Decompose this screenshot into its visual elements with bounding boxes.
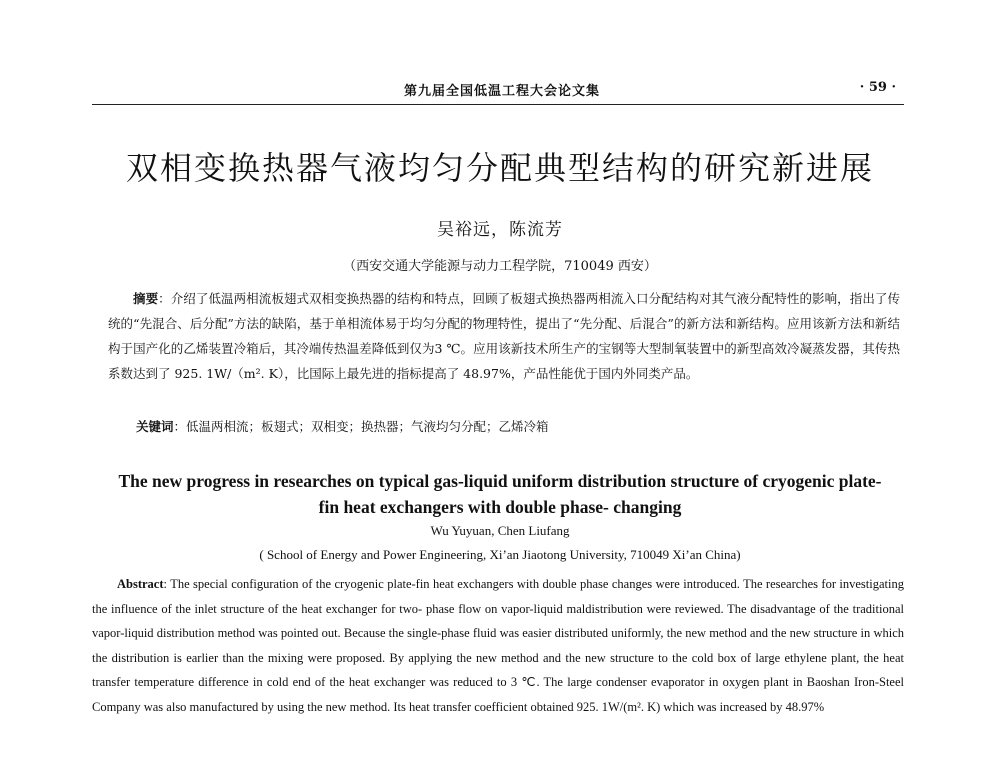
abstract-label-cn: 摘要 bbox=[133, 291, 159, 306]
page-number: · 59 · bbox=[859, 80, 896, 95]
affiliation-cn: （西安交通大学能源与动力工程学院，710049 西安） bbox=[343, 259, 657, 274]
affiliation-en: ( School of Energy and Power Engineering, Xi’an Jiaotong University, 710049 Xi’an China) bbox=[259, 547, 741, 562]
journal-title: 第九届全国低温工程大会论文集 bbox=[403, 84, 600, 99]
abstract-cn bbox=[108, 286, 900, 386]
authors-cn: 吴裕远，陈流芳 bbox=[437, 220, 563, 240]
keywords-text-cn: ：低温两相流；板翅式；双相变；换热器；气液均匀分配；乙烯冷箱 bbox=[173, 419, 549, 434]
keywords-label-cn: 关键词 bbox=[136, 419, 174, 434]
keywords-cn bbox=[136, 414, 896, 439]
paper-title-en: The new progress in researches on typical gas-liquid uniform distribution structure of cryogenic plate-fin heat exchangers with double phase- changing bbox=[118, 471, 882, 517]
abstract-text-en: : The special configuration of the cryogenic plate-fin heat exchangers with double phase changes were introduced. The researches for investigating the influence of the inlet structure of the heat exchanger for two- phase flow on vapor-liquid maldistribution were reviewed. The disadvantage of the traditional vapor-liquid distribution method was pointed out. Because the single-phase fluid was easier distributed uniformly, the new method and the new structure in which the distribution is earlier than the mixing were proposed. By applying the new method and the new structure to the cold box of large ethylene plant, the heat transfer temperature difference in cold end of the heat exchanger was reduced to 3 ℃. The large condenser evaporator in oxygen plant in Baoshan Iron-Steel Company was also manufactured by using the new method. Its heat transfer coefficient obtained 925. 1W/(m². K) which was increased by 48.97% bbox=[92, 577, 904, 714]
abstract-text-cn: ：介绍了低温两相流板翅式双相变换热器的结构和特点，回顾了板翅式换热器两相流入口分配结构对其气液分配特性的影响，指出了传统的“先混合、后分配”方法的缺陷，基于单相流体易于均匀分配的物理特性，提出了“先分配、后混合”的新方法和新结构。应用该新方法和新结构于国产化的乙烯装置冷箱后，其冷端传热温差降低到仅为3 ℃。应用该新技术所生产的宝钢等大型制氧装置中的新型高效冷凝蒸发器，其传热系数达到了 925. 1W/（m². K），比国际上最先进的指标提高了 48.97%，产品性能优于国内外同类产品。 bbox=[108, 291, 900, 381]
header-rule bbox=[92, 104, 904, 105]
abstract-en bbox=[92, 572, 904, 719]
authors-en: Wu Yuyuan, Chen Liufang bbox=[430, 523, 570, 538]
running-header bbox=[92, 80, 904, 100]
abstract-label-en: Abstract bbox=[117, 577, 164, 591]
paper-title-cn: 双相变换热器气液均匀分配典型结构的研究新进展 bbox=[125, 149, 874, 187]
